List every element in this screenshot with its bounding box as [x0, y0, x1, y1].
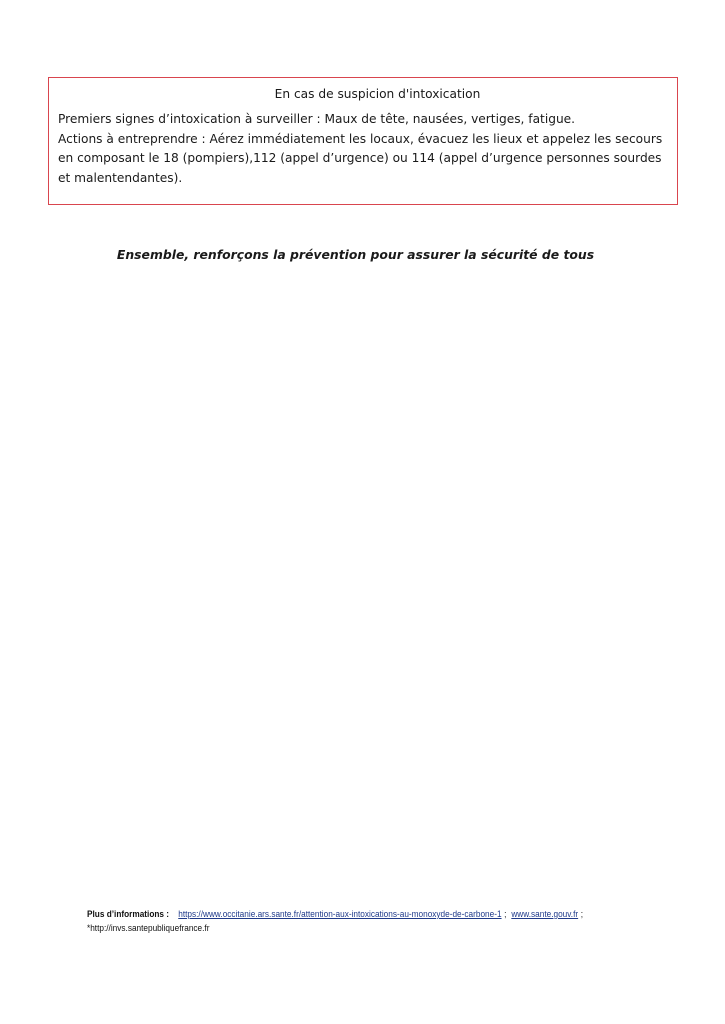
- footer: [87, 908, 603, 936]
- footer-links-line: [87, 908, 603, 922]
- footer-lead: Plus d’informations :: [87, 909, 170, 920]
- invs-reference: *http://invs.santepubliquefrance.fr: [87, 923, 210, 934]
- slogan: Ensemble, renforçons la prévention pour assurer la sécurité de tous: [116, 247, 595, 262]
- sante-gouv-link[interactable]: www.sante.gouv.fr: [511, 909, 579, 920]
- separator: ;: [504, 909, 507, 920]
- separator: ;: [580, 909, 584, 920]
- alert-body: [58, 110, 667, 188]
- symptoms-text: Premiers signes d’intoxication à surveiller : Maux de tête, nausées, vertiges, fatigue.: [58, 112, 576, 126]
- actions-text: Actions à entreprendre : Aérez immédiatement les locaux, évacuez les lieux et appelez les secours en composant le 18 (pompiers),112 (appel d’urgence) ou 114 (appel d’urgence personnes sourdes et malentendantes).: [58, 131, 663, 185]
- alert-title: En cas de suspicion d'intoxication: [274, 87, 481, 101]
- alert-box: [48, 77, 678, 205]
- ars-occitanie-link[interactable]: https://www.occitanie.ars.sante.fr/attention-aux-intoxications-au-monoxyde-de-carbone-1: [178, 909, 502, 920]
